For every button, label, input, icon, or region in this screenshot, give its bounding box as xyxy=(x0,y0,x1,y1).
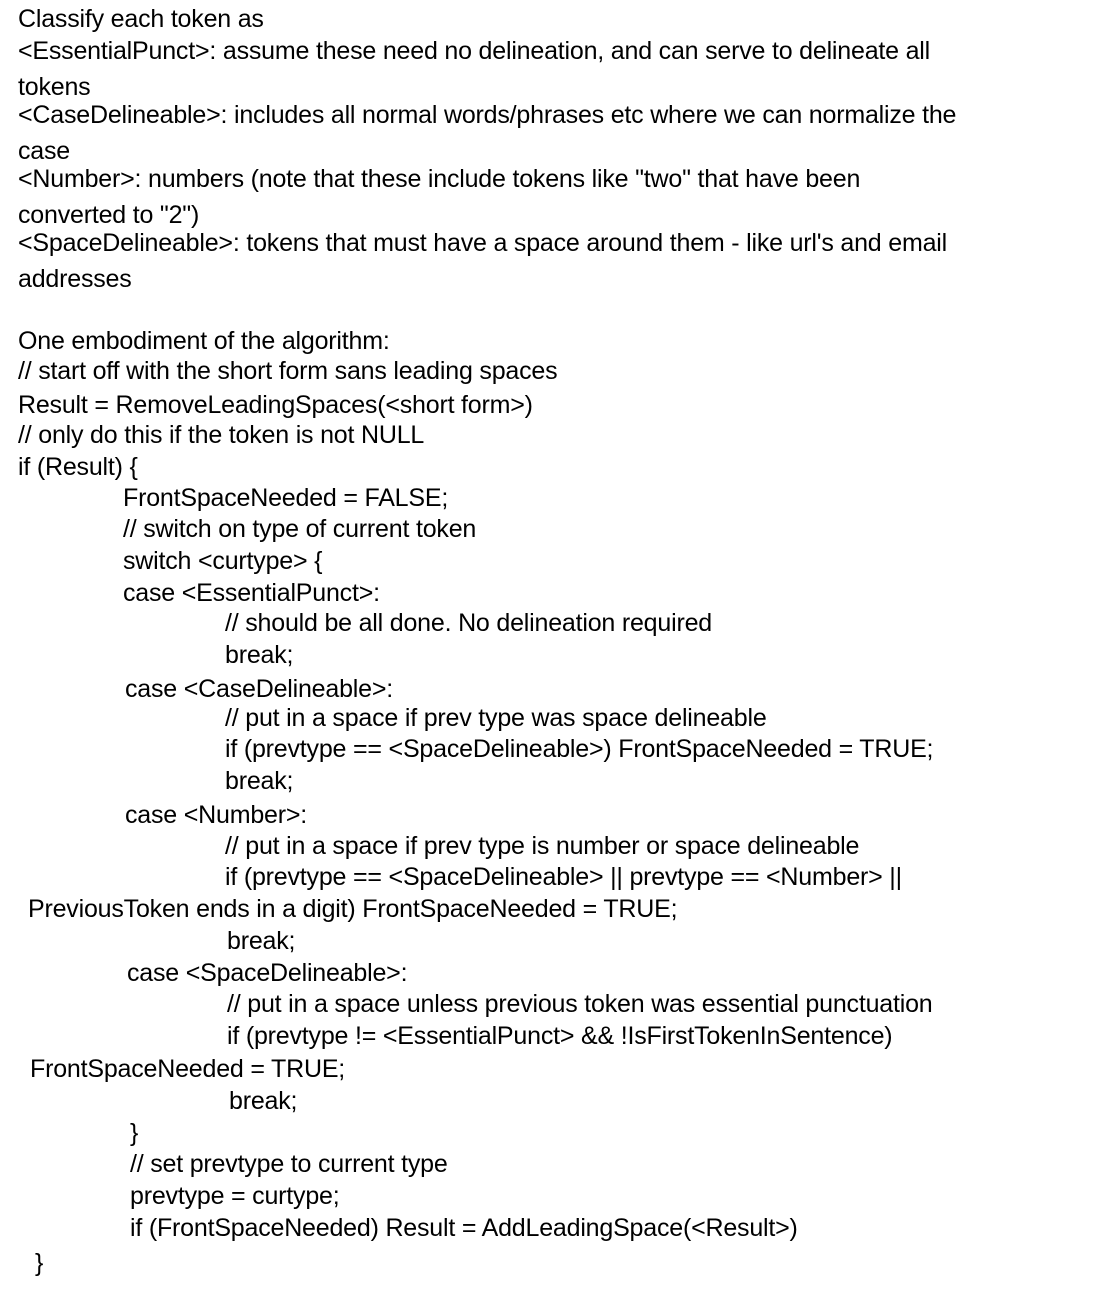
text-line: <SpaceDelineable>: tokens that must have a space around them - like url's and email xyxy=(18,228,947,258)
text-line: FrontSpaceNeeded = FALSE; xyxy=(123,483,448,513)
text-line: <Number>: numbers (note that these include tokens like "two" that have been xyxy=(18,164,860,194)
text-line: // put in a space if prev type was space delineable xyxy=(225,703,767,733)
text-line: addresses xyxy=(18,264,132,294)
text-line: } xyxy=(130,1118,138,1148)
text-line: switch <curtype> { xyxy=(123,546,322,576)
text-line: } xyxy=(35,1248,43,1278)
text-line: case <EssentialPunct>: xyxy=(123,578,380,608)
document-page xyxy=(0,0,1108,1296)
text-line: <CaseDelineable>: includes all normal words/phrases etc where we can normalize the xyxy=(18,100,956,130)
text-line: // switch on type of current token xyxy=(123,514,476,544)
text-line: // set prevtype to current type xyxy=(130,1149,448,1179)
text-line: <EssentialPunct>: assume these need no delineation, and can serve to delineate all xyxy=(18,36,930,66)
text-line: if (FrontSpaceNeeded) Result = AddLeadingSpace(<Result>) xyxy=(130,1213,798,1243)
text-line: case xyxy=(18,136,70,166)
text-line: break; xyxy=(229,1086,297,1116)
text-line: // only do this if the token is not NULL xyxy=(18,420,424,450)
text-line: break; xyxy=(225,766,293,796)
text-line: if (prevtype != <EssentialPunct> && !IsFirstTokenInSentence) xyxy=(227,1021,892,1051)
text-line: if (Result) { xyxy=(18,452,138,482)
text-line: break; xyxy=(225,640,293,670)
text-line: Classify each token as xyxy=(18,4,264,34)
text-line: prevtype = curtype; xyxy=(130,1181,340,1211)
text-line: if (prevtype == <SpaceDelineable> || prevtype == <Number> || xyxy=(225,862,902,892)
text-line: case <CaseDelineable>: xyxy=(125,674,393,704)
text-line: case <Number>: xyxy=(125,800,307,830)
text-line: PreviousToken ends in a digit) FrontSpaceNeeded = TRUE; xyxy=(28,894,677,924)
text-line: converted to "2") xyxy=(18,200,199,230)
text-line: // should be all done. No delineation required xyxy=(225,608,712,638)
text-line: // start off with the short form sans leading spaces xyxy=(18,356,557,386)
text-line: case <SpaceDelineable>: xyxy=(127,958,407,988)
text-line: Result = RemoveLeadingSpaces(<short form>) xyxy=(18,390,533,420)
text-line: One embodiment of the algorithm: xyxy=(18,326,390,356)
text-line: // put in a space unless previous token was essential punctuation xyxy=(227,989,933,1019)
text-line: break; xyxy=(227,926,295,956)
text-line: FrontSpaceNeeded = TRUE; xyxy=(30,1054,345,1084)
text-line: if (prevtype == <SpaceDelineable>) FrontSpaceNeeded = TRUE; xyxy=(225,734,933,764)
text-line: tokens xyxy=(18,72,90,102)
text-line: // put in a space if prev type is number or space delineable xyxy=(225,831,859,861)
